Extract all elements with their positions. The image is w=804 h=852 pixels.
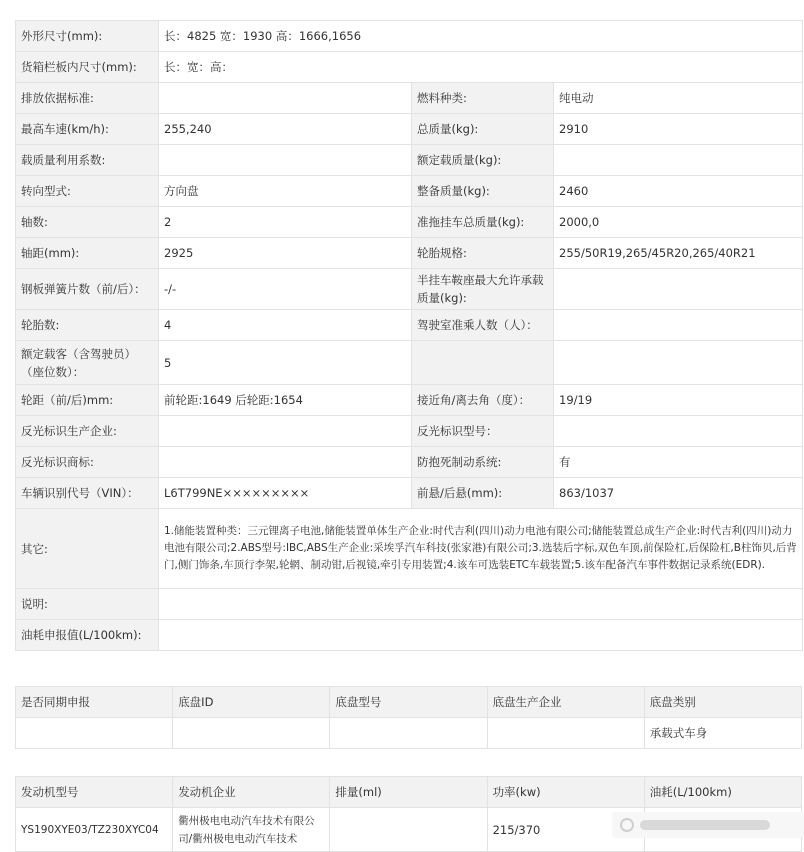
cargo-label: 货箱栏板内尺寸(mm):	[16, 52, 159, 83]
table-row	[16, 478, 803, 509]
reflector-model-value	[554, 416, 803, 447]
chassis-header: 底盘ID	[173, 687, 330, 718]
watermark-bar	[640, 820, 770, 830]
engine-header: 发动机型号	[16, 777, 173, 808]
engine-header-row	[16, 777, 802, 808]
engine-cell: 衢州极电电动汽车技术有限公司/衢州极电电动汽车技术	[173, 808, 330, 852]
saddle-value	[554, 269, 803, 310]
chassis-cell: 承载式车身	[644, 718, 801, 749]
track-label: 轮距（前/后)mm:	[16, 385, 159, 416]
note-label: 说明:	[16, 589, 159, 620]
table-row	[16, 341, 803, 385]
curb-mass-label: 整备质量(kg):	[412, 176, 554, 207]
rated-load-value	[554, 145, 803, 176]
chassis-cell	[487, 718, 644, 749]
passengers-value: 5	[159, 341, 412, 385]
table-row	[16, 21, 803, 52]
table-row	[16, 52, 803, 83]
engine-header: 功率(kw)	[487, 777, 644, 808]
engine-cell: 215/370	[487, 808, 644, 852]
tire-spec-label: 轮胎规格:	[412, 238, 554, 269]
overhang-label: 前悬/后悬(mm):	[412, 478, 554, 509]
load-util-label: 载质量利用系数:	[16, 145, 159, 176]
tire-spec-value: 255/50R19,265/45R20,265/40R21	[554, 238, 803, 269]
tires-count-label: 轮胎数:	[16, 310, 159, 341]
table-row	[16, 385, 803, 416]
fuel-value: 纯电动	[554, 83, 803, 114]
axles-label: 轴数:	[16, 207, 159, 238]
reflector-brand-label: 反光标识商标:	[16, 447, 159, 478]
chassis-cell	[330, 718, 487, 749]
trailer-mass-value: 2000,0	[554, 207, 803, 238]
chassis-header: 底盘类别	[644, 687, 801, 718]
watermark-logo-icon	[620, 818, 634, 832]
angles-value: 19/19	[554, 385, 803, 416]
passengers-label: 额定载客（含驾驶员）（座位数）：	[16, 341, 159, 385]
chassis-header: 底盘生产企业	[487, 687, 644, 718]
curb-mass-value: 2460	[554, 176, 803, 207]
cargo-value: 长：宽：高：	[159, 52, 803, 83]
consumption-label: 油耗申报值(L/100km):	[16, 620, 159, 651]
steering-label: 转向型式:	[16, 176, 159, 207]
engine-header: 排量(ml)	[330, 777, 487, 808]
leaf-spring-label: 钢板弹簧片数（前/后）：	[16, 269, 159, 310]
chassis-header: 底盘型号	[330, 687, 487, 718]
watermark-overlay	[612, 812, 804, 838]
table-row	[16, 509, 803, 589]
other-value: 1.储能装置种类：三元锂离子电池,储能装置单体生产企业:时代吉利(四川)动力电池有限公司;储能装置总成生产企业:时代吉利(四川)动力电池有限公司;2.ABS型号:IBC,ABS生产企业:采埃孚汽车科技(张家港)有限公司;3.选装后字标,双色车顶,前保险杠,后保险杠,B柱饰贝,后背门,侧门饰条,车顶行李架,轮辋、制动钳,后视镜,牵引专用装置;4.该车可选装ETC车载装置;5.该车配备汽车事件数据记录系统(EDR).	[159, 509, 803, 589]
table-row	[16, 589, 803, 620]
steering-value: 方向盘	[159, 176, 412, 207]
rated-load-label: 额定载质量(kg):	[412, 145, 554, 176]
consumption-value	[159, 620, 803, 651]
abs-value: 有	[554, 447, 803, 478]
saddle-label: 半挂车鞍座最大允许承载质量(kg):	[412, 269, 554, 310]
track-value: 前轮距:1649 后轮距:1654	[159, 385, 412, 416]
total-mass-label: 总质量(kg):	[412, 114, 554, 145]
trailer-mass-label: 准拖挂车总质量(kg):	[412, 207, 554, 238]
dimensions-value: 长：4825 宽：1930 高：1666,1656	[159, 21, 803, 52]
vin-label: 车辆识别代号（VIN）：	[16, 478, 159, 509]
dimensions-label: 外形尺寸(mm):	[16, 21, 159, 52]
leaf-spring-value: -/-	[159, 269, 412, 310]
emission-value	[159, 83, 412, 114]
fuel-label: 燃料种类:	[412, 83, 554, 114]
table-row	[16, 238, 803, 269]
table-row	[16, 416, 803, 447]
abs-label: 防抱死制动系统:	[412, 447, 554, 478]
engine-cell: YS190XYE03/TZ230XYC04	[16, 808, 173, 852]
table-row	[16, 83, 803, 114]
reflector-maker-label: 反光标识生产企业:	[16, 416, 159, 447]
table-row	[16, 718, 802, 749]
engine-header: 发动机企业	[173, 777, 330, 808]
cab-value	[554, 310, 803, 341]
chassis-cell	[16, 718, 173, 749]
load-util-value	[159, 145, 412, 176]
overhang-value: 863/1037	[554, 478, 803, 509]
vin-value: L6T799NE×××××××××	[159, 478, 412, 509]
chassis-cell	[173, 718, 330, 749]
table-row	[16, 447, 803, 478]
speed-label: 最高车速(km/h):	[16, 114, 159, 145]
table-row	[16, 269, 803, 310]
wheelbase-value: 2925	[159, 238, 412, 269]
reflector-model-label: 反光标识型号：	[412, 416, 554, 447]
tires-count-value: 4	[159, 310, 412, 341]
angles-label: 接近角/离去角（度）：	[412, 385, 554, 416]
speed-value: 255,240	[159, 114, 412, 145]
reflector-brand-value	[159, 447, 412, 478]
chassis-table	[15, 686, 802, 749]
wheelbase-label: 轴距(mm):	[16, 238, 159, 269]
cab-label: 驾驶室准乘人数（人）：	[412, 310, 554, 341]
table-row	[16, 207, 803, 238]
chassis-header-row	[16, 687, 802, 718]
other-label: 其它:	[16, 509, 159, 589]
table-row	[16, 145, 803, 176]
table-row	[16, 176, 803, 207]
engine-cell	[330, 808, 487, 852]
axles-value: 2	[159, 207, 412, 238]
engine-header: 油耗(L/100km)	[644, 777, 801, 808]
emission-label: 排放依据标准:	[16, 83, 159, 114]
note-value	[159, 589, 803, 620]
chassis-header: 是否同期申报	[16, 687, 173, 718]
table-row	[16, 620, 803, 651]
reflector-maker-value	[159, 416, 412, 447]
vehicle-spec-table	[15, 20, 803, 651]
table-row	[16, 114, 803, 145]
total-mass-value: 2910	[554, 114, 803, 145]
table-row	[16, 310, 803, 341]
